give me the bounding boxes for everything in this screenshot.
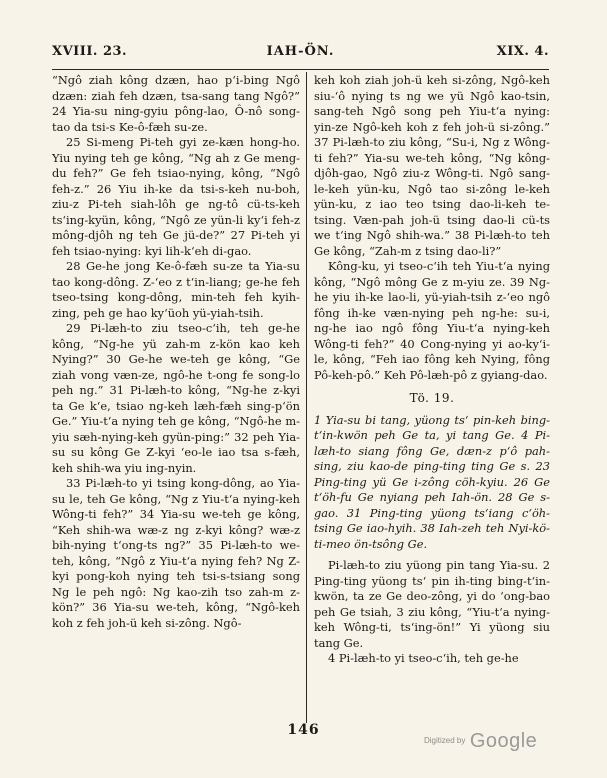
running-header: [52, 44, 549, 64]
right-paragraph-2: Kông-ku, yi tseo-c‘ih teh Yiu-t‘a nying kông, “Ngô mông Ge z m-yiu ze. 39 Ng-he yiu ih-ke lao-li, yü-yiah-tsih z-‘eo ngô fông ih-ke væn-nying peh ng-he: su-i, ng-he iao ngô fông Yiu-t‘a nying-keh Wông-ti feh?” 40 Cong-nying yi ao-ky‘i-le, kông, “Feh iao fông keh Nying, fông Pô-keh-pô.” Keh Pô-læh-pô z gyiang-dao.: [314, 259, 550, 382]
watermark-prefix: Digitized by: [424, 736, 466, 745]
digitized-watermark: [424, 730, 537, 753]
left-paragraph-2: 25 Si-meng Pi-teh gyi ze-kæn hong-ho. Yiu nying teh ge kông, “Ng ah z Ge meng-du feh?” Ge feh tsiao-nying, kông, “Ngô feh-z.” 26 Yiu ih-ke da tsi-s-keh nu-boh, ziu-z Pi-teh siah-lôh ge ng-tô cü-ts-keh ts‘ing-kyün, kông, “Ngô ze yün-li ky‘i feh-z mông-djôh ng teh Ge jü-de?” 27 Pi-teh yi feh tsiao-nying: kyi lih-k‘eh di-gao.: [52, 135, 300, 258]
chapter-heading: Tö. 19.: [409, 391, 455, 405]
page-number: 146: [287, 722, 320, 738]
right-paragraph-1: keh koh ziah joh-ü keh si-zông, Ngô-keh siu-‘ô nying ts ng we yü Ngô kao-tsin, sang-teh Ngô song peh Yiu-t‘a nying: yin-ze Ngô-keh koh z feh joh-ü si-zông.” 37 Pi-læh-to ziu kông, “Su-i, Ng z Wông-ti feh?” Yia-su we-teh kông, “Ng kông-djôh-gao, Ngô ziu-z Wông-ti. Ngô sang-le-keh yün-ku, Ngô tao si-zông le-keh yün-ku, z iao teo tsing dao-li-keh te-tsing. Væn-pah joh-ü tsing dao-li cü-ts we t‘ing Ngô shih-wa.” 38 Pi-læh-to teh Ge kông, “Zah-m z tsing dao-li?”: [314, 73, 550, 258]
chapter-summary: 1 Yia-su bi tang, yüong ts‘ pin-keh bing-t‘in-kwön peh Ge ta, yi tang Ge. 4 Pi-læh-to siang fông Ge, dæn-z p‘ô pah-sing, ziu kao-de ping-ting ting Ge s. 23 Ping-ting yü Ge i-zông cöh-kyiu. 26 Ge t‘öh-fu Ge nyiang peh Iah-ön. 28 Ge s-gao. 31 Ping-ting yüong ts‘iang c‘öh-tsing Ge iao-hyih. 38 Iah-zeh teh Nyi-kö-ti-meo ön-tsông Ge.: [314, 412, 550, 551]
left-column: [52, 73, 300, 631]
right-paragraph-3: Pi-læh-to ziu yüong pin tang Yia-su. 2 Ping-ting yüong ts‘ pin ih-ting bing-t‘in-kwön, ta ze Ge deo-zông, yi do ‘ong-bao peh Ge tsiah, 3 ziu kông, “Yiu-t‘a nying-keh Wông-ti, ts‘ing-ön!” Yi yüong siu tang Ge.: [314, 558, 550, 650]
header-right-reference: XIX. 4.: [496, 44, 549, 59]
left-paragraph-4: 29 Pi-læh-to ziu tseo-c‘ih, teh ge-he kông, “Ng-he yü zah-m z-kön kao keh Nying?” 30 Ge-he we-teh ge kông, “Ge ziah vong væn-ze, ngô-he t-ong fe song-lo peh ng.” 31 Pi-læh-to kông, “Ng-he z-kyi ta Ge k‘e, tsiao ng-keh læh-fæh sing-p‘ön Ge.” Yiu-t‘a nying teh ge kông, “Ngô-he m-yiu sæh-nying-keh gyün-ping:” 32 peh Yia-su su kông Ge Z-kyi ‘eo-le iao tsa s-fæh, keh shih-wa yiu ing-nyin.: [52, 321, 300, 475]
left-paragraph-5: 33 Pi-læh-to yi tsing kong-dông, ao Yia-su le, teh Ge kông, “Ng z Yiu-t‘a nying-keh Wông-ti feh?” 34 Yia-su we-teh ge kông, “Keh shih-wa wæ-z ng z-kyi kông? wæ-z bih-nying t‘ong-ts ng?” 35 Pi-læh-to we-teh, kông, “Ngô z Yiu-t‘a nying feh? Ng Z-kyi pong-koh nying teh tsi-s-tsiang song Ng le peh ngô: Ng kao-zih tso zah-m z-kön?” 36 Yia-su we-teh, kông, “Ngô-keh koh z feh joh-ü keh si-zông. Ngô-: [52, 476, 300, 630]
column-divider: [306, 72, 307, 723]
header-rule: [52, 69, 549, 70]
left-paragraph-1: “Ngô ziah kông dzæn, hao p‘i-bing Ngô dzæn: ziah feh dzæn, tsa-sang tang Ngô?” 24 Yia-su ning-gyiu pông-lao, Ô-nô song-tao da tsi-s Ke-ô-fæh su-ze.: [52, 73, 300, 134]
left-paragraph-3: 28 Ge-he jong Ke-ô-fæh su-ze ta Yia-su tao kong-dông. Z-‘eo z t‘in-liang; ge-he feh tseo-tsing kong-dông, min-teh feh kyih-zing, peh ge hao ky‘üoh yü-yiah-tsih.: [52, 259, 300, 320]
google-logo: Google: [469, 730, 538, 752]
header-left-reference: XVIII. 23.: [52, 44, 128, 59]
right-paragraph-4: 4 Pi-læh-to yi tseo-c‘ih, teh ge-he: [328, 651, 519, 665]
right-column: [314, 73, 550, 667]
header-book-title: IAH-ÖN.: [266, 44, 335, 59]
